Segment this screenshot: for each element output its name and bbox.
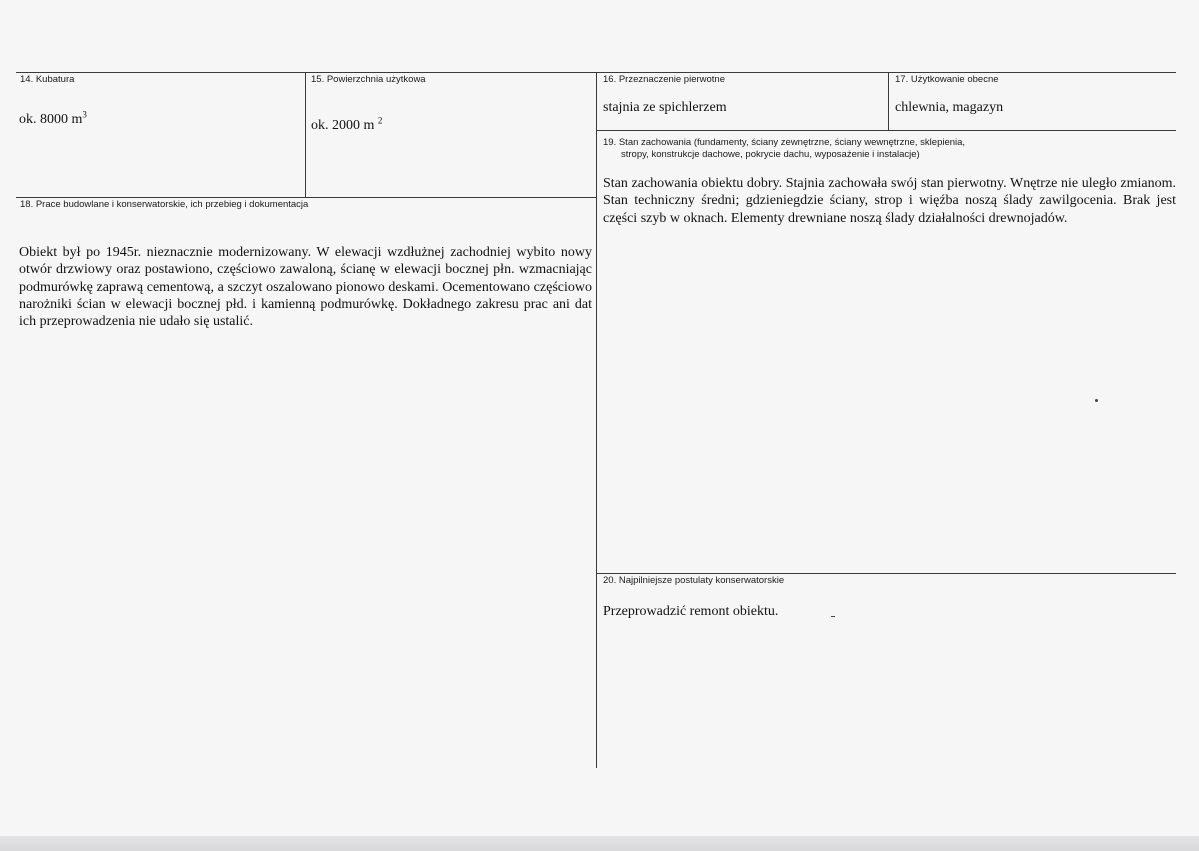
field-17-value: chlewnia, magazyn (895, 100, 1004, 115)
field-18-label: 18. Prace budowlane i konserwatorskie, ich przebieg i dokumentacja (20, 199, 309, 210)
field-14-unit-exponent: 3 (82, 109, 87, 120)
field-15-label: 15. Powierzchnia użytkowa (311, 74, 426, 85)
field-16-value: stajnia ze spichlerzem (603, 100, 727, 115)
stray-mark (831, 616, 835, 617)
rule-18-top (16, 197, 596, 198)
field-20-label: 20. Najpilniejsze postulaty konserwatorskie (603, 575, 785, 586)
field-15-unit-exponent: 2 (377, 115, 383, 126)
field-19-label-line-1: 19. Stan zachowania (fundamenty, ściany zewnętrzne, ściany wewnętrzne, sklepienia, (603, 137, 966, 148)
field-19-label-line-2: stropy, konstrukcje dachowe, pokrycie dachu, wyposażenie i instalacje) (621, 149, 920, 160)
field-16-label: 16. Przeznaczenie pierwotne (603, 74, 725, 85)
rule-20-top (596, 573, 1176, 574)
stray-mark (1095, 399, 1098, 402)
field-15-value (311, 115, 383, 134)
rule-col-17-left (888, 72, 889, 130)
field-14-value (19, 109, 87, 128)
scan-bottom-edge (0, 836, 1199, 851)
field-14-label: 14. Kubatura (20, 74, 75, 85)
rule-col-15-left (305, 72, 306, 197)
field-20-value: Przeprowadzić remont obiektu. (603, 604, 779, 619)
rule-19-top (596, 130, 1176, 131)
field-18-value: Obiekt był po 1945r. nieznacznie modernizowany. W elewacji wzdłużnej zachodniej wybito nowy otwór drzwiowy oraz postawiono, częściowo zawaloną, ścianę w elewacji bocznej płn. wzmacniając podmurówkę zaprawą cementową, a szczyt oszalowano pionowo deskami. Ocementowano częściowo narożniki ścian w elewacji bocznej płd. i kamienną podmurówkę. Dokładnego zakresu prac ani dat ich przeprowadzenia nie udało się ustalić. (19, 245, 592, 330)
field-19-value: Stan zachowania obiektu dobry. Stajnia zachowała swój stan pierwotny. Wnętrze nie uległo zmianom. Stan techniczny średni; gdzieniegdzie ściany, strop i więźba noszą ślady zawilgocenia. Brak jest części szyb w oknach. Elementy drewniane noszą ślady działalności drewnojadów. (603, 176, 1176, 226)
field-14-value-text: ok. 8000 m (19, 112, 83, 127)
field-17-label: 17. Użytkowanie obecne (895, 74, 999, 85)
field-15-value-text: ok. 2000 m (311, 118, 378, 133)
rule-center (596, 72, 597, 768)
